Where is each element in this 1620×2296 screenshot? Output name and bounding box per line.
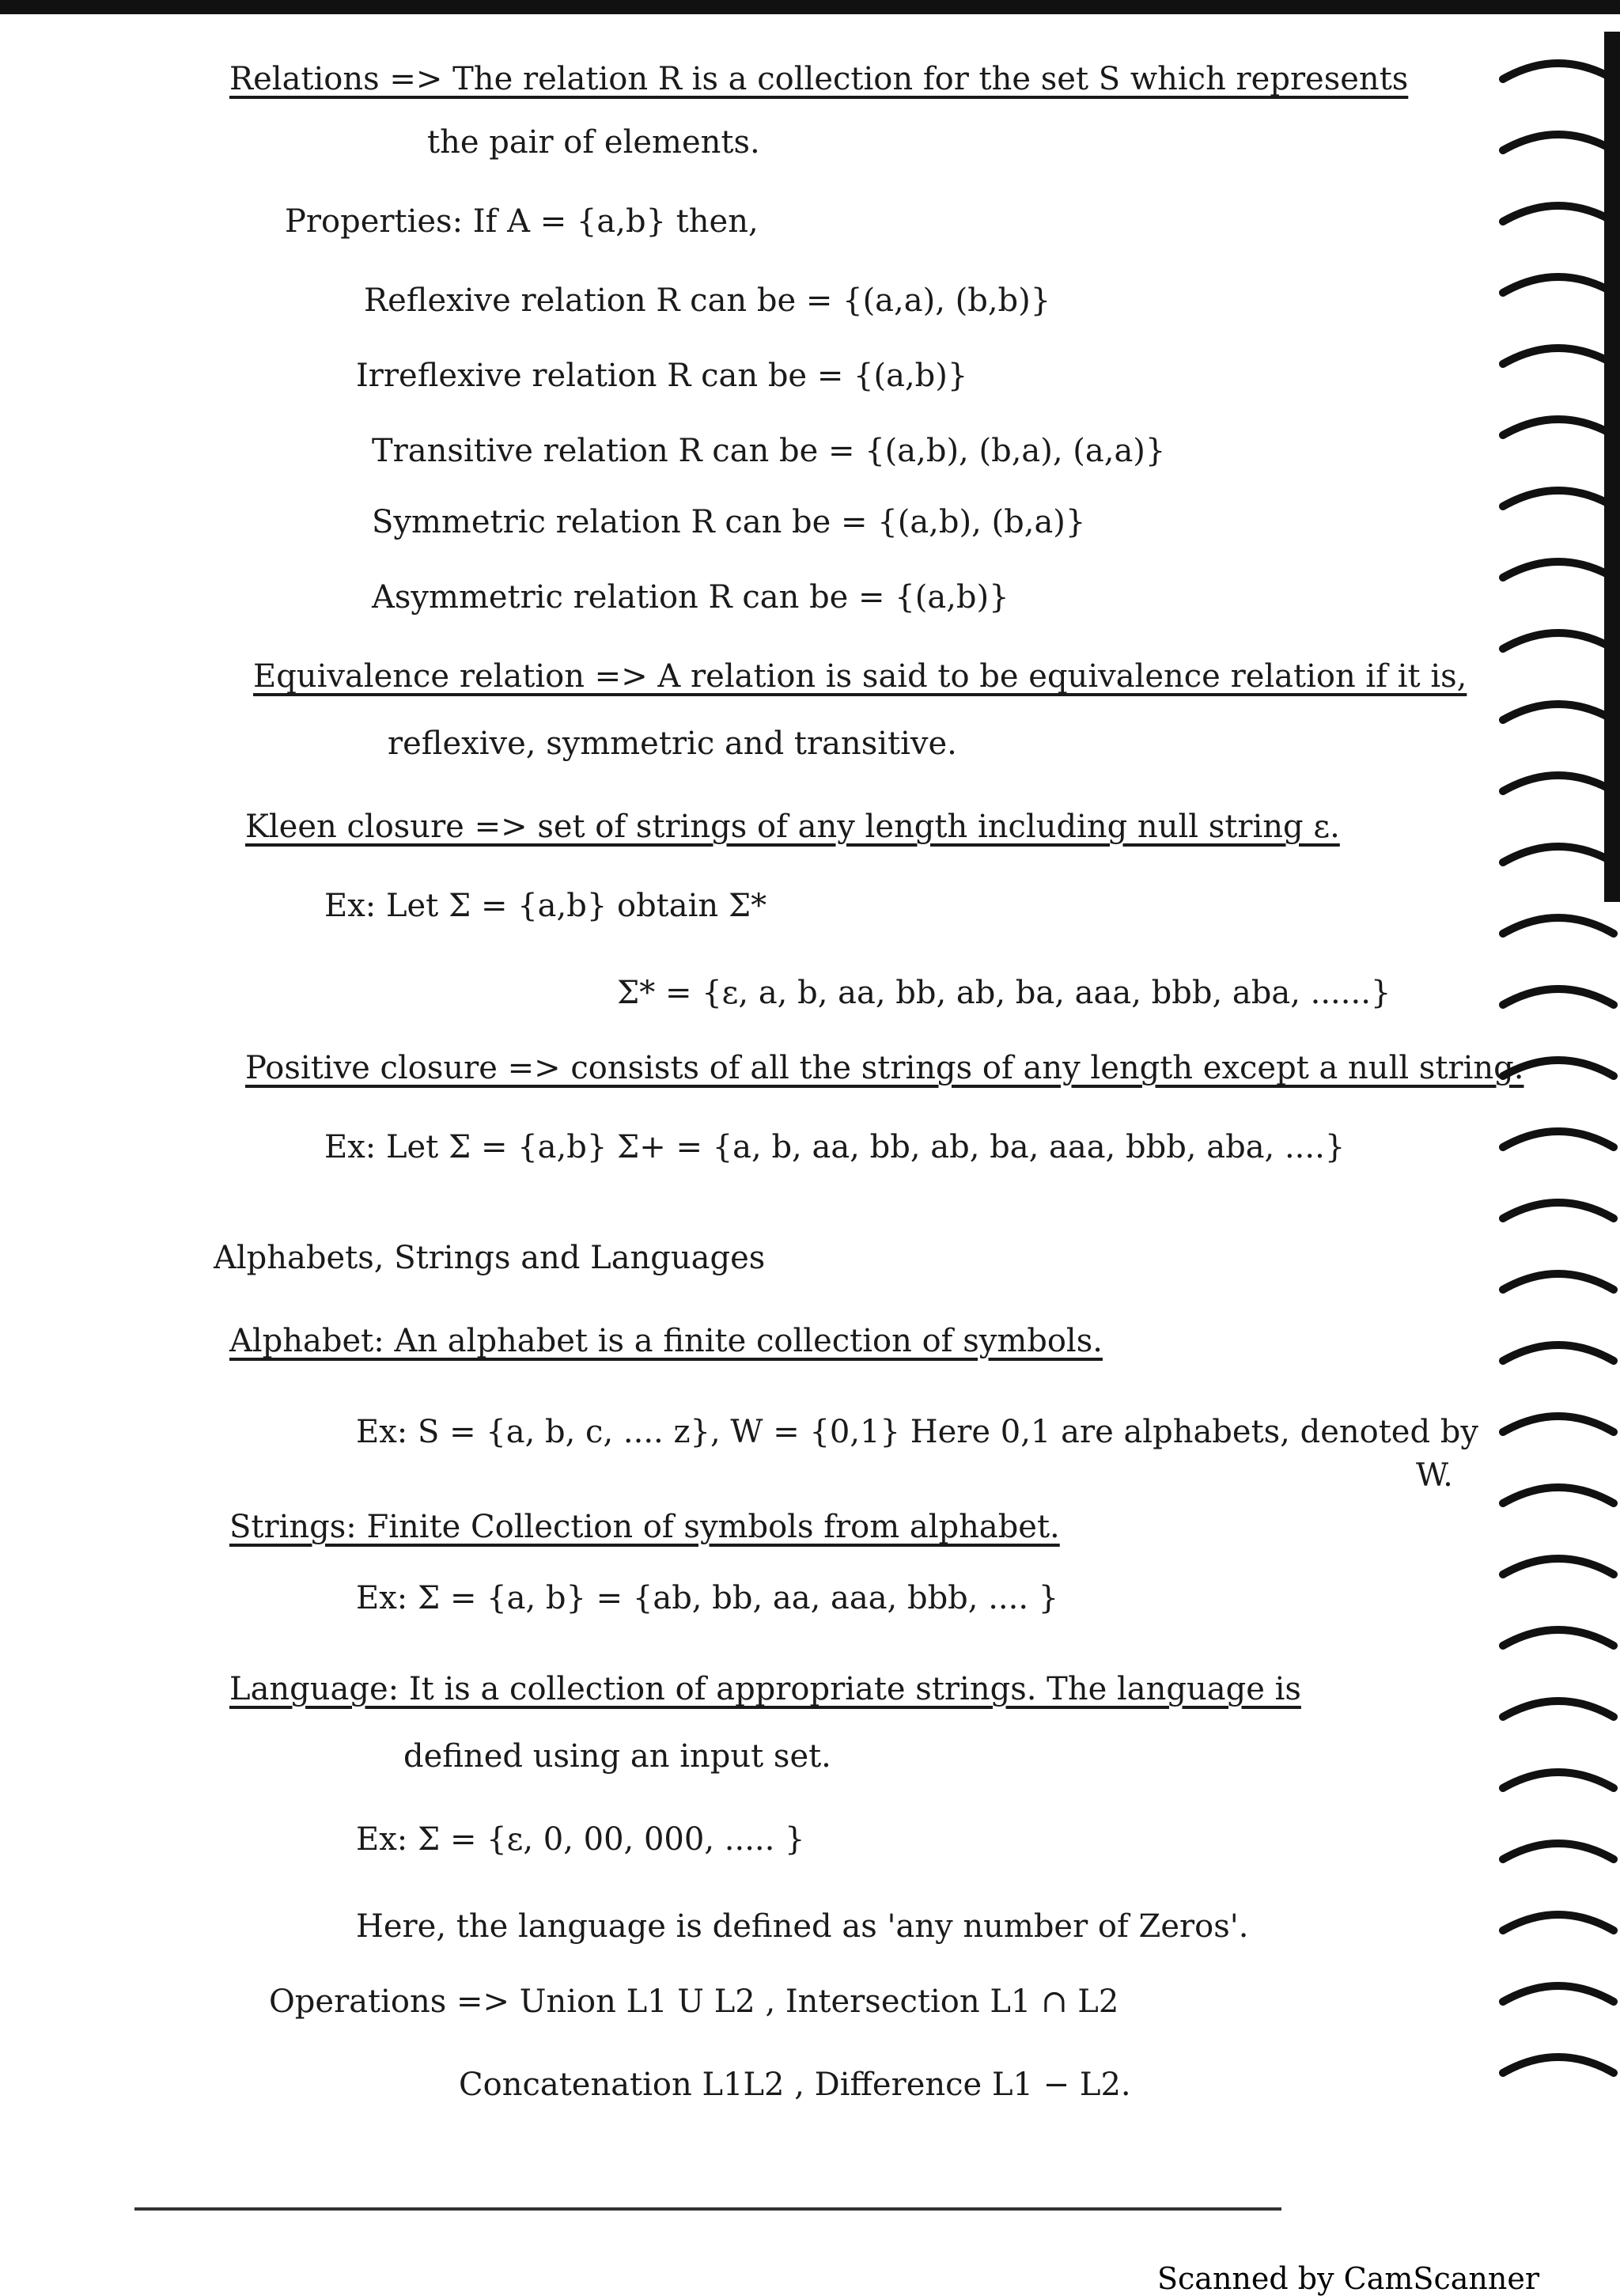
relations-continuation: the pair of elements.: [427, 124, 760, 161]
properties-intro: Properties: If A = {a,b} then,: [285, 203, 759, 240]
alphabet-definition: Alphabet: An alphabet is a finite collection of symbols.: [229, 1323, 1103, 1359]
section-heading: Alphabets, Strings and Languages: [214, 1240, 766, 1276]
operations-line-1: Operations => Union L1 U L2 , Intersection L1 ∩ L2: [269, 1983, 1119, 2020]
transitive-line: Transitive relation R can be = {(a,b), (b,a), (a,a)}: [372, 433, 1166, 469]
kleen-example: Ex: Let Σ = {a,b} obtain Σ*: [324, 888, 767, 924]
alphabet-example: Ex: S = {a, b, c, .... z}, W = {0,1} Here 0,1 are alphabets, denoted by: [356, 1414, 1479, 1450]
language-explanation: Here, the language is defined as 'any number of Zeros'.: [356, 1908, 1249, 1945]
language-example: Ex: Σ = {ε, 0, 00, 000, ..... }: [356, 1821, 805, 1858]
positive-closure-example: Ex: Let Σ = {a,b} Σ+ = {a, b, aa, bb, ab, ba, aaa, bbb, aba, ....}: [324, 1129, 1346, 1165]
reflexive-line: Reflexive relation R can be = {(a,a), (b,b)}: [364, 282, 1051, 319]
top-edge-bar: [0, 0, 1620, 14]
language-definition-continuation: defined using an input set.: [403, 1738, 831, 1775]
kleen-closure-heading: Kleen closure => set of strings of any length including null string ε.: [245, 809, 1340, 845]
positive-closure-heading: Positive closure => consists of all the strings of any length except a null string.: [245, 1050, 1524, 1086]
equivalence-continuation: reflexive, symmetric and transitive.: [388, 726, 957, 762]
kleen-result: Σ* = {ε, a, b, aa, bb, ab, ba, aaa, bbb, aba, ......}: [617, 975, 1391, 1011]
asymmetric-line: Asymmetric relation R can be = {(a,b)}: [372, 579, 1009, 616]
equivalence-heading: Equivalence relation => A relation is said to be equivalence relation if it is,: [253, 658, 1467, 695]
symmetric-line: Symmetric relation R can be = {(a,b), (b,a)}: [372, 504, 1086, 540]
operations-line-2: Concatenation L1L2 , Difference L1 − L2.: [459, 2067, 1131, 2103]
notebook-spiral-binding: [1487, 32, 1620, 2168]
relations-heading: Relations => The relation R is a collection for the set S which represents: [229, 61, 1409, 97]
language-definition: Language: It is a collection of appropriate strings. The language is: [229, 1671, 1301, 1707]
bottom-rule: [134, 2207, 1281, 2211]
scanner-watermark: Scanned by CamScanner: [1156, 2261, 1539, 2296]
irreflexive-line: Irreflexive relation R can be = {(a,b)}: [356, 358, 968, 394]
strings-definition: Strings: Finite Collection of symbols from alphabet.: [229, 1509, 1060, 1545]
strings-example: Ex: Σ = {a, b} = {ab, bb, aa, aaa, bbb, .... }: [356, 1580, 1059, 1616]
alphabet-example-continuation: W.: [1416, 1457, 1453, 1494]
